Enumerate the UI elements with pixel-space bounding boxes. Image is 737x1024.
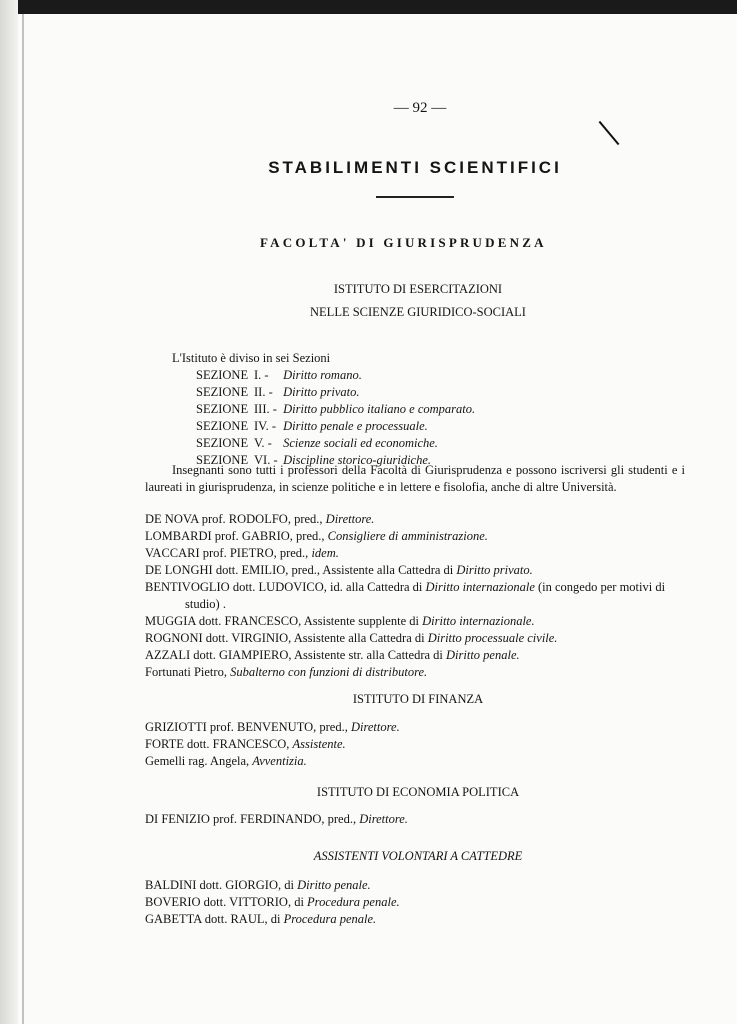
staff-role: Consigliere di amministrazione. (327, 529, 488, 543)
staff-name: GABETTA dott. RAUL, di (145, 912, 284, 926)
section-label: SEZIONE (196, 453, 249, 467)
staff-role: idem. (311, 546, 339, 560)
staff-name: ROGNONI dott. VIRGINIO, Assistente alla Cattedra di (145, 631, 428, 645)
staff-entry (145, 613, 685, 630)
section-item (196, 401, 475, 418)
staff-role: Procedura penale. (307, 895, 400, 909)
section-name: Diritto privato. (283, 385, 360, 399)
staff-name: DE LONGHI dott. EMILIO, pred., Assistente alla Cattedra di (145, 563, 457, 577)
section-number: VI. - (254, 453, 278, 467)
title-rule (376, 196, 454, 198)
section-label: SEZIONE (196, 385, 249, 399)
staff-name: VACCARI prof. PIETRO, pred., (145, 546, 312, 560)
institute-intro: L'Istituto è diviso in sei Sezioni (172, 351, 331, 365)
staff-entry (145, 511, 685, 528)
staff-entry (145, 579, 685, 613)
staff-name: BOVERIO dott. VITTORIO, di (145, 895, 308, 909)
staff-entry (145, 528, 685, 545)
section-number: IV. - (254, 419, 276, 433)
staff-role: Diritto internazionale (425, 580, 535, 594)
section-name: Diritto penale e processuale. (283, 419, 428, 433)
faculty-heading: FACOLTA' DI GIURISPRUDENZA (260, 235, 547, 250)
staff-name: BENTIVOGLIO dott. LUDOVICO, id. alla Cattedra di (145, 580, 426, 594)
institute-paragraph: Insegnanti sono tutti i professori della Facoltà di Giurisprudenza e possono iscriversi gli studenti e i laureati in giurisprudenza, in scienze politiche e in lettere e fisolofia, anche di altre Università. (145, 463, 685, 494)
institute1-staff (145, 511, 685, 681)
section-number: I. - (254, 368, 269, 382)
staff-entry (145, 630, 685, 647)
staff-role: Direttore. (359, 812, 408, 826)
institute3-staff (145, 811, 685, 828)
section-label: SEZIONE (196, 368, 249, 382)
institute-heading-1: ISTITUTO DI ESERCITAZIONI (333, 282, 503, 296)
staff-role: Diritto penale. (446, 648, 520, 662)
staff-entry (145, 545, 685, 562)
section-item (196, 418, 475, 435)
institute-heading-1b: NELLE SCIENZE GIURIDICO-SOCIALI (310, 305, 526, 319)
staff-entry (145, 753, 685, 770)
staff-name: AZZALI dott. GIAMPIERO, Assistente str. alla Cattedra di (145, 648, 447, 662)
section-number: III. - (254, 402, 277, 416)
section-item (196, 435, 475, 452)
section-item (196, 367, 475, 384)
staff-role: Procedura penale. (283, 912, 377, 926)
page-title: STABILIMENTI SCIENTIFICI (268, 158, 562, 177)
section-label: SEZIONE (196, 402, 249, 416)
staff-entry (145, 562, 685, 579)
staff-name: Fortunati Pietro, (145, 665, 231, 679)
scan-top-edge (0, 0, 737, 14)
staff-entry (145, 877, 685, 894)
section-item (196, 384, 475, 401)
scan-mark (599, 121, 620, 145)
section-name: Diritto romano. (283, 368, 362, 382)
staff-role: Diritto processuale civile. (427, 631, 558, 645)
staff-entry (145, 664, 685, 681)
staff-role: Diritto penale. (297, 878, 371, 892)
staff-name: LOMBARDI prof. GABRIO, pred., (145, 529, 328, 543)
staff-role: Diritto internazionale. (422, 614, 535, 628)
staff-entry (145, 647, 685, 664)
staff-entry (145, 736, 685, 753)
staff-name: FORTE dott. FRANCESCO, (145, 737, 293, 751)
section-name: Scienze sociali ed economiche. (283, 436, 438, 450)
section-number: V. - (254, 436, 272, 450)
staff-role: Diritto privato. (456, 563, 533, 577)
volunteers-heading: ASSISTENTI VOLONTARI A CATTEDRE (313, 849, 523, 863)
staff-name: DE NOVA prof. RODOLFO, pred., (145, 512, 326, 526)
staff-note: (in congedo per motivi di studio) . (185, 580, 666, 611)
staff-role: Avventizia. (252, 754, 307, 768)
staff-role: Subalterno con funzioni di distributore. (230, 665, 428, 679)
staff-role: Direttore. (325, 512, 375, 526)
scan-left-edge (0, 0, 18, 1024)
section-label: SEZIONE (196, 419, 249, 433)
staff-entry (145, 911, 685, 928)
staff-name: DI FENIZIO prof. FERDINANDO, pred., (145, 812, 360, 826)
staff-name: GRIZIOTTI prof. BENVENUTO, pred., (145, 720, 351, 734)
volunteers-staff (145, 877, 685, 928)
sections-list (196, 367, 475, 469)
section-name: Discipline storico-giuridiche. (283, 453, 432, 467)
section-label: SEZIONE (196, 436, 249, 450)
staff-entry (145, 719, 685, 736)
staff-entry (145, 894, 685, 911)
staff-role: Direttore. (350, 720, 400, 734)
staff-entry (145, 811, 685, 828)
institute-heading-3: ISTITUTO DI ECONOMIA POLITICA (316, 785, 520, 799)
staff-name: Gemelli rag. Angela, (145, 754, 253, 768)
staff-name: BALDINI dott. GIORGIO, di (145, 878, 298, 892)
section-number: II. - (254, 385, 273, 399)
institute2-staff (145, 719, 685, 770)
staff-name: MUGGIA dott. FRANCESCO, Assistente supplente di (145, 614, 423, 628)
section-name: Diritto pubblico italiano e comparato. (283, 402, 476, 416)
staff-role: Assistente. (292, 737, 346, 751)
institute-heading-2: ISTITUTO DI FINANZA (352, 692, 484, 706)
page-number: — 92 — (393, 100, 447, 116)
